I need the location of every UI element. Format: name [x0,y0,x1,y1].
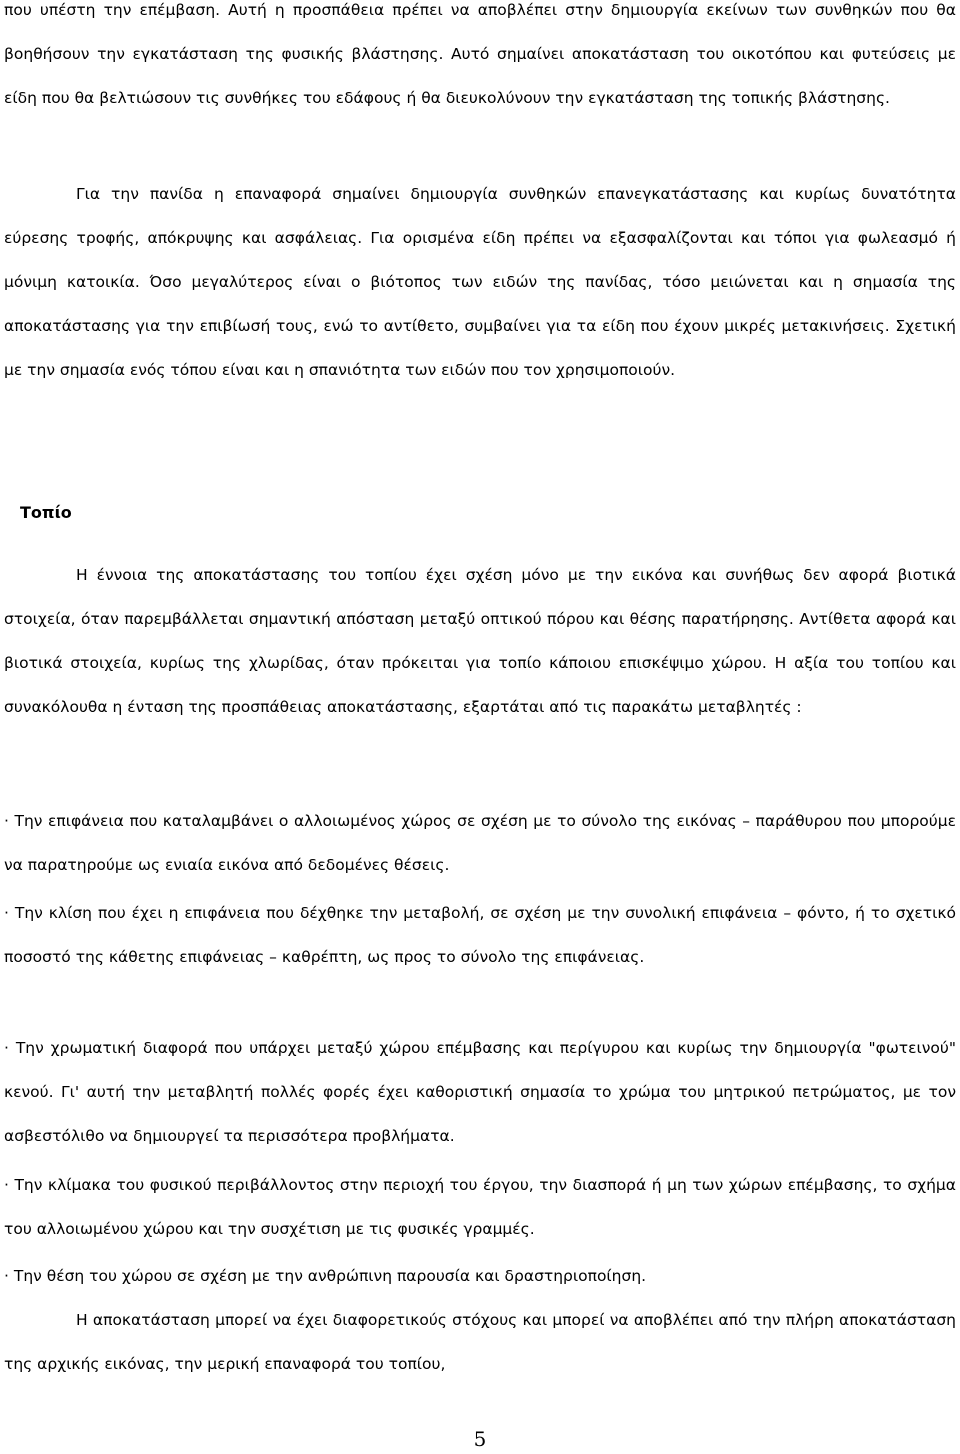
list-item-variable-position: · Την θέση του χώρου σε σχέση με την ανθρώπινη παρουσία και δραστηριοποίηση. [4,1267,647,1285]
list-item-variable-scale: · Την κλίμακα του φυσικού περιβάλλοντος στην περιοχή του έργου, την διασπορά ή μη των χώρων επέμβασης, το σχήμα του αλλοιωμένου χώρου και την συσχέτιση με τις φυσικές γραμμές. [4,1176,956,1238]
section-heading-landscape: Τοπίο [20,503,72,522]
list-item-variable-slope: · Την κλίση που έχει η επιφάνεια που δέχθηκε την μεταβολή, σε σχέση με την συνολική επιφάνεια – φόντο, ή το σχετικό ποσοστό της κάθετης επιφάνειας – καθρέπτη, ως προς το σύνολο της επιφάνειας. [4,904,956,966]
list-item-variable-color: · Την χρωματική διαφορά που υπάρχει μεταξύ χώρου επέμβασης και περίγυρου και κυρίως την δημιουργία "φωτεινού" κενού. Γι' αυτή την μεταβλητή πολλές φορές έχει καθοριστική σημασία το χρώμα του μητρικού πετρώματος, με τον ασβεστόλιθο να δημιουργεί τα περισσότερα προβλήματα. [4,1039,956,1145]
paragraph-flora-restoration: που υπέστη την επέμβαση. Αυτή η προσπάθεια πρέπει να αποβλέπει στην δημιουργία εκείνων των συνθηκών που θα βοηθήσουν την εγκατάσταση της φυσικής βλάστησης. Αυτό σημαίνει αποκατάσταση του οικοτόπου και φυτεύσεις με είδη που θα βελτιώσουν τις συνθήκες του εδάφους ή θα διευκολύνουν την εγκατάσταση της τοπικής βλάστησης. [4,1,956,107]
paragraph-restoration-goals: Η αποκατάσταση μπορεί να έχει διαφορετικούς στόχους και μπορεί να αποβλέπει από την πλήρη αποκατάσταση της αρχικής εικόνας, την μερική επαναφορά του τοπίου, [4,1311,956,1373]
paragraph-fauna-restoration: Για την πανίδα η επαναφορά σημαίνει δημιουργία συνθηκών επανεγκατάστασης και κυρίως δυνατότητα εύρεσης τροφής, απόκρυψης και ασφάλειας. Για ορισμένα είδη πρέπει να εξασφαλίζονται και τόποι για φωλεασμό ή μόνιμη κατοικία. Όσο μεγαλύτερος είναι ο βιότοπος των ειδών της πανίδας, τόσο μειώνεται και η σημασία της αποκατάστασης για την επιβίωσή τους, ενώ το αντίθετο, συμβαίνει για τα είδη που έχουν μικρές μετακινήσεις. Σχετική με την σημασία ενός τόπου είναι και η σπανιότητα των ειδών που τον χρησιμοποιούν. [4,185,956,379]
paragraph-landscape-intro: Η έννοια της αποκατάστασης του τοπίου έχει σχέση μόνο με την εικόνα και συνήθως δεν αφορά βιοτικά στοιχεία, όταν παρεμβάλλεται σημαντική απόσταση μεταξύ οπτικού πόρου και θέσης παρατήρησης. Αντίθετα αφορά και βιοτικά στοιχεία, κυρίως της χλωρίδας, όταν πρόκειται για τοπίο κάποιου επισκέψιμο χώρου. Η αξία του τοπίου και συνακόλουθα η ένταση της προσπάθειας αποκατάστασης, εξαρτάται από τις παρακάτω μεταβλητές : [4,566,956,716]
page-number: 5 [473,1427,487,1451]
list-item-variable-surface: · Την επιφάνεια που καταλαμβάνει ο αλλοιωμένος χώρος σε σχέση με το σύνολο της εικόνας – παράθυρου που μπορούμε να παρατηρούμε ως ενιαία εικόνα από δεδομένες θέσεις. [4,812,956,874]
